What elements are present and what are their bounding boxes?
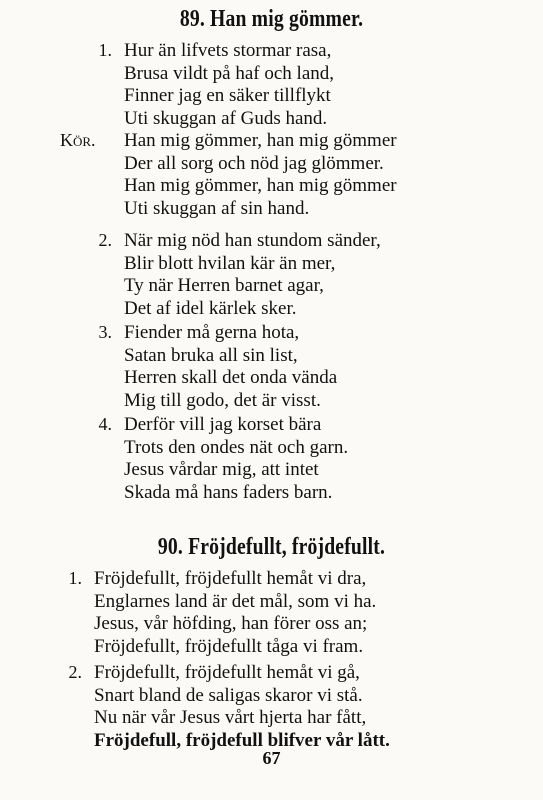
verse-line: Uti skuggan af Guds hand.: [124, 107, 328, 129]
verse-line: Jesus vårdar mig, att intet: [124, 459, 319, 481]
verse-number: 2.: [68, 662, 82, 682]
verse-line: Der all sorg och nöd jag glömmer.: [124, 152, 384, 174]
verse-line: Finner jag en säker tillflykt: [124, 85, 331, 107]
hymn-90-title: 90. Fröjdefullt, fröjdefullt.: [157, 534, 386, 560]
verse-line: Han mig gömmer, han mig gömmer: [124, 130, 397, 151]
verse-line: Jesus, vår höfding, han förer oss an;: [94, 613, 368, 635]
verse-line: När mig nöd han stundom sänder,: [124, 230, 381, 251]
verse-line: Satan bruka all sin list,: [124, 344, 298, 366]
verse-line: Fiender må gerna hota,: [124, 322, 300, 343]
verse-line: Uti skuggan af sin hand.: [124, 197, 310, 219]
verse-line: Fröjdefullt, fröjdefullt hemåt vi dra,: [94, 568, 367, 589]
verse-number: 3.: [98, 322, 112, 342]
verse-number: 1.: [68, 568, 82, 588]
verse-number: 4.: [98, 414, 112, 434]
verse-line: Derför vill jag korset bära: [124, 414, 322, 435]
chorus-label: Kör.: [60, 130, 96, 150]
hymn-89-title: 89. Han mig gömmer.: [179, 6, 364, 32]
verse-line: Fröjdefullt, fröjdefullt tåga vi fram.: [94, 635, 364, 657]
verse-line: Skada må hans faders barn.: [124, 481, 333, 503]
verse-line: Fröjdefullt, fröjdefullt hemåt vi gå,: [94, 662, 360, 683]
verse-line: Nu när vår Jesus vårt hjerta har fått,: [94, 707, 367, 729]
verse-line: Han mig gömmer, han mig gömmer: [124, 175, 397, 197]
verse-number: 2.: [98, 230, 112, 250]
verse-line: Englarnes land är det mål, som vi ha.: [94, 590, 377, 612]
verse-line: Brusa vildt på haf och land,: [124, 62, 335, 84]
verse-line: Det af idel kärlek sker.: [124, 297, 297, 319]
page-number: 67: [262, 748, 281, 768]
verse-line: Blir blott hvilan kär än mer,: [124, 252, 336, 274]
verse-line: Fröjdefull, fröjdefull blifver vår lått.: [94, 729, 390, 751]
verse-line: Trots den ondes nät och garn.: [124, 436, 349, 458]
verse-line: Mig till godo, det är visst.: [124, 389, 321, 411]
verse-line: Herren skall det onda vända: [124, 367, 338, 389]
verse-number: 1.: [98, 40, 112, 60]
verse-line: Ty när Herren barnet agar,: [124, 275, 324, 297]
verse-line: Hur än lifvets stormar rasa,: [124, 40, 332, 61]
verse-line: Snart bland de saligas skaror vi stå.: [94, 684, 363, 706]
